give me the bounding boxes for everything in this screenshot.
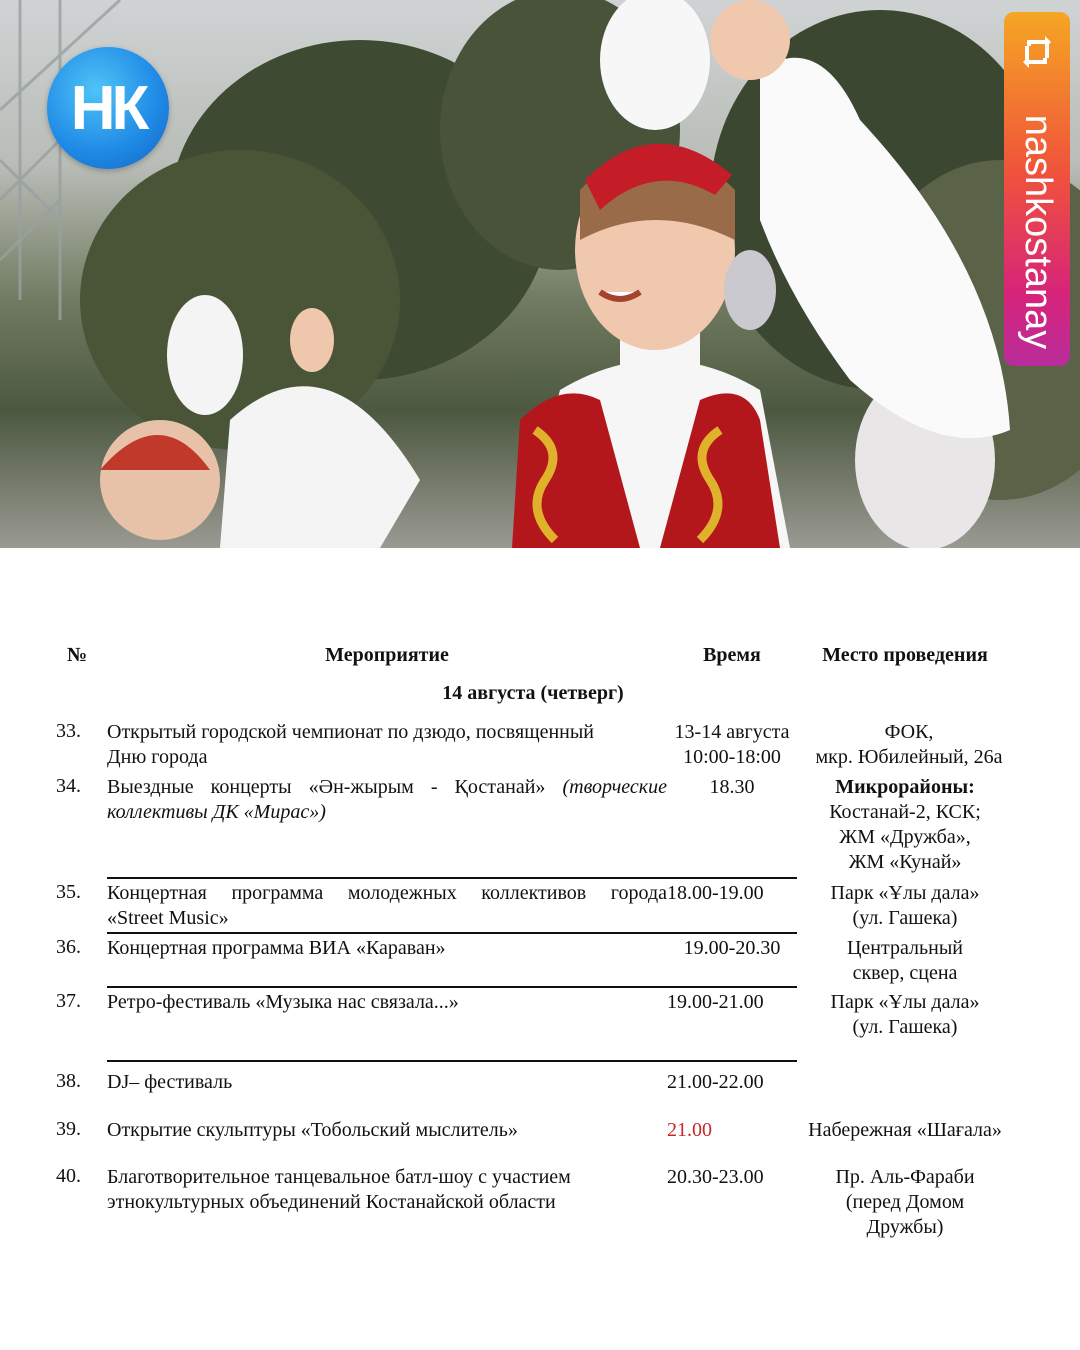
row-event: Ретро-фестиваль «Музыка нас связала...»: [107, 991, 459, 1013]
row-time: 13-14 августа 10:00-18:00: [674, 721, 790, 768]
row-place: Набережная «Шағала»: [808, 1119, 1002, 1141]
row-place: Центральный сквер, сцена: [846, 937, 963, 984]
row-number: 35.: [56, 881, 81, 903]
row-event: Концертная программа молодежных коллективов города «Street Music»: [107, 882, 667, 929]
brand-logo: [47, 47, 169, 169]
row-divider: [107, 1060, 797, 1062]
row-number: 33.: [56, 720, 81, 742]
row-number: 36.: [56, 936, 81, 958]
repost-badge: [1004, 12, 1070, 366]
row-event: DJ– фестиваль: [107, 1071, 233, 1093]
row-number: 40.: [56, 1165, 81, 1187]
row-event: Открытие скульптуры «Тобольский мыслитель»: [107, 1119, 518, 1141]
row-time: 18.00-19.00: [667, 882, 764, 904]
day-heading: 14 августа (четверг): [442, 682, 624, 704]
row-divider: [107, 877, 797, 879]
row-place: Пр. Аль-Фараби (перед Домом Дружбы): [835, 1166, 975, 1238]
row-place: Парк «Ұлы дала» (ул. Гашека): [830, 882, 980, 929]
repost-handle: nashkostanay: [1017, 114, 1059, 350]
row-number: 37.: [56, 990, 81, 1012]
header-event: Мероприятие: [325, 644, 449, 666]
row-event: Концертная программа ВИА «Караван»: [107, 937, 446, 959]
row-divider: [107, 932, 797, 934]
row-event: Выездные концерты «Ән-жырым - Қостанай» (творческие коллективы ДК «Мирас»): [107, 776, 667, 823]
row-place: Микрорайоны: Костанай-2, КСК; ЖМ «Дружба», ЖМ «Кунай»: [829, 776, 981, 873]
row-place: Парк «Ұлы дала» (ул. Гашека): [830, 991, 980, 1038]
row-event: Открытый городской чемпионат по дзюдо, посвященный Дню города: [107, 721, 595, 768]
row-time-highlight: 21.00: [667, 1119, 712, 1141]
row-time: 20.30-23.00: [667, 1166, 764, 1188]
row-event: Благотворительное танцевальное батл-шоу с участием этнокультурных объединений Костанайской области: [107, 1166, 571, 1213]
row-number: 38.: [56, 1070, 81, 1092]
row-time: 19.00-20.30: [683, 937, 781, 959]
row-time: 19.00-21.00: [667, 991, 764, 1013]
header-place: Место проведения: [822, 644, 988, 666]
header-time: Время: [703, 644, 761, 666]
repost-icon: [1021, 32, 1053, 72]
row-time: 18.30: [709, 776, 755, 798]
logo-text: НК: [70, 73, 146, 143]
row-place: ФОК, мкр. Юбилейный, 26а: [815, 721, 1003, 768]
row-divider: [107, 986, 797, 988]
row-number: 39.: [56, 1118, 81, 1140]
header-num: №: [67, 644, 88, 666]
row-time: 21.00-22.00: [667, 1071, 764, 1093]
row-number: 34.: [56, 775, 81, 797]
header-photo: [0, 0, 1080, 548]
